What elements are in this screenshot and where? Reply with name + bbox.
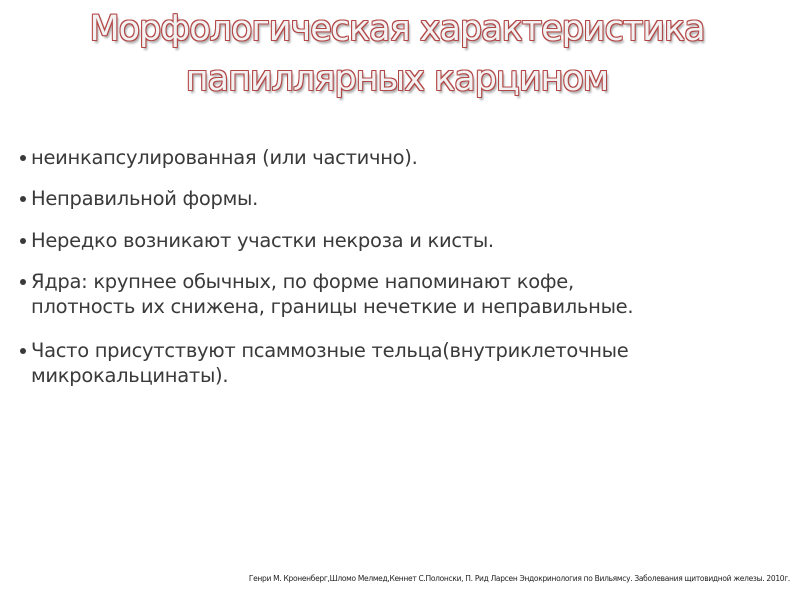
bullet-text: неинкапсулированная (или частично). — [31, 146, 418, 169]
reference-footnote: Генри М. Кроненберг,Шломо Мелмед,Кеннет С.Полонски, П. Рид Ларсен Эндокринология по Вильямсу. Заболевания щитовидной железы. 2010г. — [248, 574, 790, 583]
bullet-dot-icon — [20, 196, 26, 202]
bullet-text: Неправильной формы. — [31, 187, 258, 210]
bullet-text: Ядра: крупнее обычных, по форме напоминают кофе, — [31, 270, 574, 293]
bullet-text: Нередко возникают участки некроза и кисты. — [31, 229, 494, 252]
bullet-item — [20, 269, 633, 319]
bullet-item — [20, 338, 628, 388]
bullet-dot-icon — [20, 238, 26, 244]
bullet-text-continued: микрокальцинаты). — [31, 364, 229, 387]
bullet-dot-icon — [20, 279, 26, 285]
bullet-dot-icon — [20, 155, 26, 161]
bullet-item — [20, 228, 494, 253]
slide-title — [0, 4, 794, 104]
slide-title-line-2: папиллярных карцином — [185, 59, 609, 99]
bullet-text-continued: плотность их снижена, границы нечеткие и неправильные. — [31, 295, 634, 318]
bullet-text: Часто присутствуют псаммозные тельца(внутриклеточные — [31, 339, 629, 362]
bullet-dot-icon — [20, 348, 26, 354]
bullet-item — [20, 145, 418, 170]
bullet-item — [20, 186, 258, 211]
slide-title-line-1: Морфологическая характеристика — [89, 9, 705, 49]
